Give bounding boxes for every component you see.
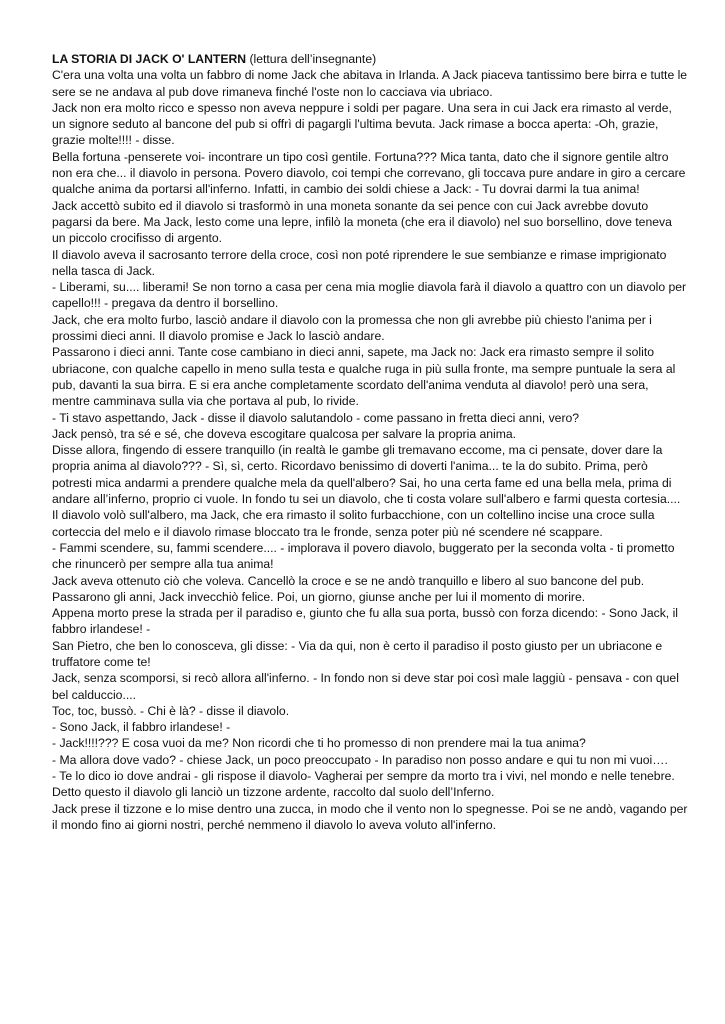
paragraph: Disse allora, fingendo di essere tranquillo (in realtà le gambe gli tremavano eccome, ma ci pensate, dover dare la propria anima al diavolo??? - Sì, sì, certo. Ricordavo benissimo di doverti l'anima... te la do subito. Prima, però potresti mica andarmi a prendere qualche mela da quell'albero? Sai, ho una certa fame ed una bella mela, prima di andare all’inferno, proprio ci vuole. In fondo tu sei un diavolo, che ti costa volare sull'albero e farmi questa cortesia.... [52,443,681,507]
paragraph: - Ti stavo aspettando, Jack - disse il diavolo salutandolo - come passano in fretta dieci anni, vero? [52,410,580,425]
paragraph: Bella fortuna -penserete voi- incontrare un tipo così gentile. Fortuna??? Mica tanta, dato che il signore gentile altro non era che... il diavolo in persona. Povero diavolo, coi tempi che correvano, gli toccava pure andare in giro a cercare qualche anima da portarsi all'inferno. Infatti, in cambio dei soldi chiese a Jack: - Tu dovrai darmi la tua anima! [52,149,686,197]
paragraph: Jack prese il tizzone e lo mise dentro una zucca, in modo che il vento non lo spegnesse. Poi se ne andò, vagando per il mondo fino ai giorni nostri, perché nemmeno il diavolo lo aveva voluto all'inferno. [52,801,688,832]
paragraph: Jack non era molto ricco e spesso non aveva neppure i soldi per pagare. Una sera in cui Jack era rimasto al verde, un signore seduto al bancone del pub si offrì di pagargli l'ultima bevuta. Jack rimase a bocca aperta: -Oh, grazie, grazie molte!!!! - disse. [52,100,672,148]
document-subtitle: (lettura dell’insegnante) [249,52,377,66]
paragraph: - Liberami, su.... liberami! Se non torno a casa per cena mia moglie diavola farà il diavolo a quattro con un diavolo per capello!!! - pregava da dentro il borsellino. [52,280,687,311]
paragraph: Jack, senza scomporsi, si recò allora all'inferno. - In fondo non si deve star poi così male laggiù - pensava - con quel bel calduccio.... [52,671,679,702]
paragraph: - Sono Jack, il fabbro irlandese! - [52,720,231,735]
document-title: LA STORIA DI JACK O' LANTERN [52,52,247,66]
paragraph: - Jack!!!!??? E cosa vuoi da me? Non ricordi che ti ho promesso di non prendere mai la tua anima? [52,736,586,751]
title-line [52,51,688,67]
paragraph: Il diavolo aveva il sacrosanto terrore della croce, così non poté riprendere le sue sembianze e rimase imprigionato nella tasca di Jack. [52,247,667,278]
paragraph: Jack accettò subito ed il diavolo si trasformò in una moneta sonante da sei pence con cui Jack avrebbe dovuto pagarsi da bere. Ma Jack, lesto come una lepre, infilò la moneta (che era il diavolo) nel suo borsellino, dove teneva un piccolo crocifisso di argento. [52,198,672,246]
paragraph: C'era una volta una volta un fabbro di nome Jack che abitava in Irlanda. A Jack piaceva tantissimo bere birra e tutte le sere se ne andava al pub dove rimaneva finché l'oste non lo cacciava via ubriaco. [52,68,688,99]
paragraph: Passarono i dieci anni. Tante cose cambiano in dieci anni, sapete, ma Jack no: Jack era rimasto sempre il solito ubriacone, con qualche capello in meno sulla testa e qualche ruga in più sulla fronte, ma sempre puntuale la sera al pub, davanti la sua birra. E si era anche completamente scordato dell'anima venduta al diavolo! però una sera, mentre camminava sulla via che portava al pub, lo rivide. [52,345,676,409]
paragraph: Detto questo il diavolo gli lanciò un tizzone ardente, raccolto dal suolo dell’Inferno. [52,785,495,800]
paragraph: Passarono gli anni, Jack invecchiò felice. Poi, un giorno, giunse anche per lui il momento di morire. [52,589,586,604]
paragraph: Jack pensò, tra sé e sé, che doveva escogitare qualcosa per salvare la propria anima. [52,426,517,441]
document-body [52,51,688,833]
paragraph: Toc, toc, bussò. - Chi è là? - disse il diavolo. [52,703,290,718]
paragraph: Il diavolo volò sull'albero, ma Jack, che era rimasto il solito furbacchione, con un coltellino incise una croce sulla corteccia del melo e il diavolo rimase bloccato tra le fronde, senza poter più né scendere né scappare. [52,508,655,539]
paragraph: - Fammi scendere, su, fammi scendere.... - implorava il povero diavolo, buggerato per la seconda volta - ti prometto che rinuncerò per sempre alla tua anima! [52,540,675,572]
paragraph: Jack, che era molto furbo, lasciò andare il diavolo con la promessa che non gli avrebbe più chiesto l'anima per i prossimi dieci anni. Il diavolo promise e Jack lo lasciò andare. [52,312,652,344]
paragraph: San Pietro, che ben lo conosceva, gli disse: - Via da qui, non è certo il paradiso il posto giusto per un ubriacone e truffatore come te! [52,638,663,669]
paragraph: - Te lo dico io dove andrai - gli rispose il diavolo- Vagherai per sempre da morto tra i vivi, nel mondo e nelle tenebre. [52,769,675,784]
paragraph: Jack aveva ottenuto ciò che voleva. Cancellò la croce e se ne andò tranquillo e libero al suo bancone del pub. [52,573,645,588]
paragraph: - Ma allora dove vado? - chiese Jack, un poco preoccupato - In paradiso non posso andare e qui tu non mi vuoi…. [52,752,668,767]
paragraph: Appena morto prese la strada per il paradiso e, giunto che fu alla sua porta, bussò con forza dicendo: - Sono Jack, il fabbro irlandese! - [52,606,678,637]
